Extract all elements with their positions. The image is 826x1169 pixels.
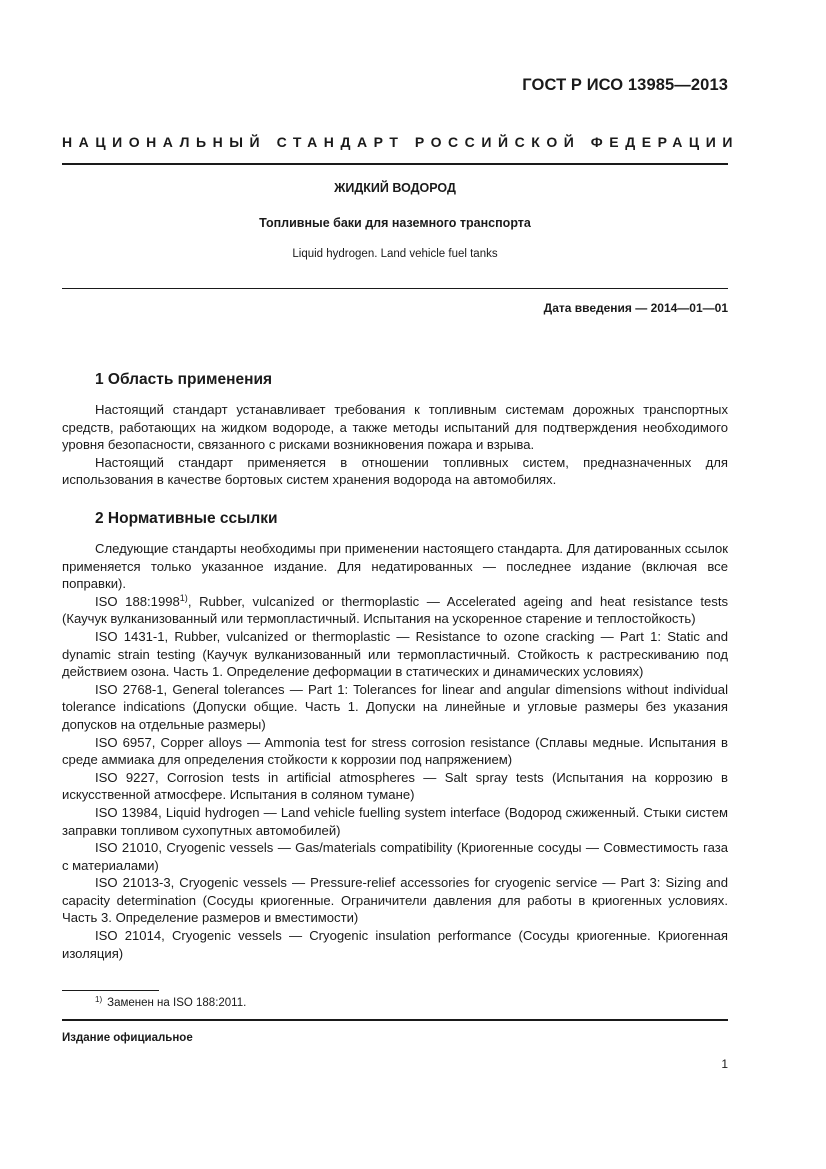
reference-item: ISO 21014, Cryogenic vessels — Cryogenic insulation performance (Сосуды криогенные. Криогенная изоляция) (62, 928, 728, 961)
date-introduced: Дата введения — 2014—01—01 (543, 301, 728, 315)
paragraph: Следующие стандарты необходимы при применении настоящего стандарта. Для датированных ссылок применяется только указанное издание. Для недатированных — последнее издание (включая все поправки). (62, 541, 728, 592)
footnote-rule (62, 990, 159, 991)
document-subtitle: Топливные баки для наземного транспорта (259, 216, 531, 230)
section-2-body (62, 540, 728, 962)
section-1-heading: 1 Область применения (95, 371, 273, 388)
reference-item: ISO 6957, Copper alloys — Ammonia test for stress corrosion resistance (Сплавы медные. Испытания в среде аммиака для определения стойкости к коррозии под напряжением) (62, 734, 728, 768)
reference-item: ISO 9227, Corrosion tests in artificial atmospheres — Salt spray tests (Испытания на коррозию в искусственной атмосфере. Испытания в соляном тумане) (62, 769, 728, 803)
page-number: 1 (721, 1057, 728, 1071)
standard-number: ГОСТ Р ИСО 13985—2013 (522, 76, 728, 94)
national-standard-banner: НАЦИОНАЛЬНЫЙ СТАНДАРТ РОССИЙСКОЙ ФЕДЕРАЦИИ (62, 134, 739, 150)
reference-item: ISO 13984, Liquid hydrogen — Land vehicle fuelling system interface (Водород сжиженный. Стыки систем заправки топливом сухопутных автомобилей) (62, 804, 728, 838)
edition-label: Издание официальное (62, 1032, 193, 1044)
paragraph: Настоящий стандарт применяется в отношении топливных систем, предназначенных для использования в качестве бортовых систем хранения водорода на автомобилях. (62, 454, 728, 488)
reference-item: ISO 1431-1, Rubber, vulcanized or thermoplastic — Resistance to ozone cracking — Part 1: Static and dynamic strain testing (Каучук вулканизованный или термопластичный. Стойкость к растрескиванию под действием озона. Часть 1. Определение деформации в статических и динамических условиях) (62, 628, 728, 680)
reference-iso-188 (62, 593, 728, 628)
section-2-heading: 2 Нормативные ссылки (95, 510, 278, 527)
english-title: Liquid hydrogen. Land vehicle fuel tanks (292, 248, 498, 260)
footnote-mark: 1) (179, 592, 188, 603)
title-rule (62, 288, 728, 289)
reference-item: ISO 2768-1, General tolerances — Part 1: Tolerances for linear and angular dimensions without individual tolerance indications (Допуски общие. Часть 1. Допуски на линейные и угловые размеры без указания допусков на отдельные размеры) (62, 681, 728, 732)
paragraph: Настоящий стандарт устанавливает требования к топливным системам дорожных транспортных средств, работающих на жидком водороде, а также методы испытаний для подтверждения необходимого уровня безопасности, связанного с рисками возникновения пожара и взрыва. (62, 402, 728, 453)
footnote-mark: 1) (95, 995, 103, 1004)
footnote (95, 995, 246, 1009)
document-title: ЖИДКИЙ ВОДОРОД (334, 181, 456, 195)
reference-item: ISO 21010, Cryogenic vessels — Gas/materials compatibility (Криогенные сосуды — Совместимость газа с материалами) (62, 840, 728, 873)
header-rule (62, 163, 728, 165)
footer-rule (62, 1019, 728, 1021)
reference-item: ISO 21013-3, Cryogenic vessels — Pressure-relief accessories for cryogenic service — Part 3: Sizing and capacity determination (Сосуды криогенные. Ограничители давления для работы в криогенных условиях. Часть 3. Определение размеров и вместимости) (62, 875, 728, 926)
reference-text: , Rubber, vulcanized or thermoplastic — Accelerated ageing and heat resistance tests (Каучук вулканизованный или термопластичный. Испытания на ускоренное старение и теплостойкость) (62, 593, 728, 627)
footnote-text: Заменен на ISO 188:2011. (107, 997, 247, 1009)
section-1-body (62, 401, 728, 489)
reference-prefix: ISO 188:1998 (95, 593, 180, 609)
